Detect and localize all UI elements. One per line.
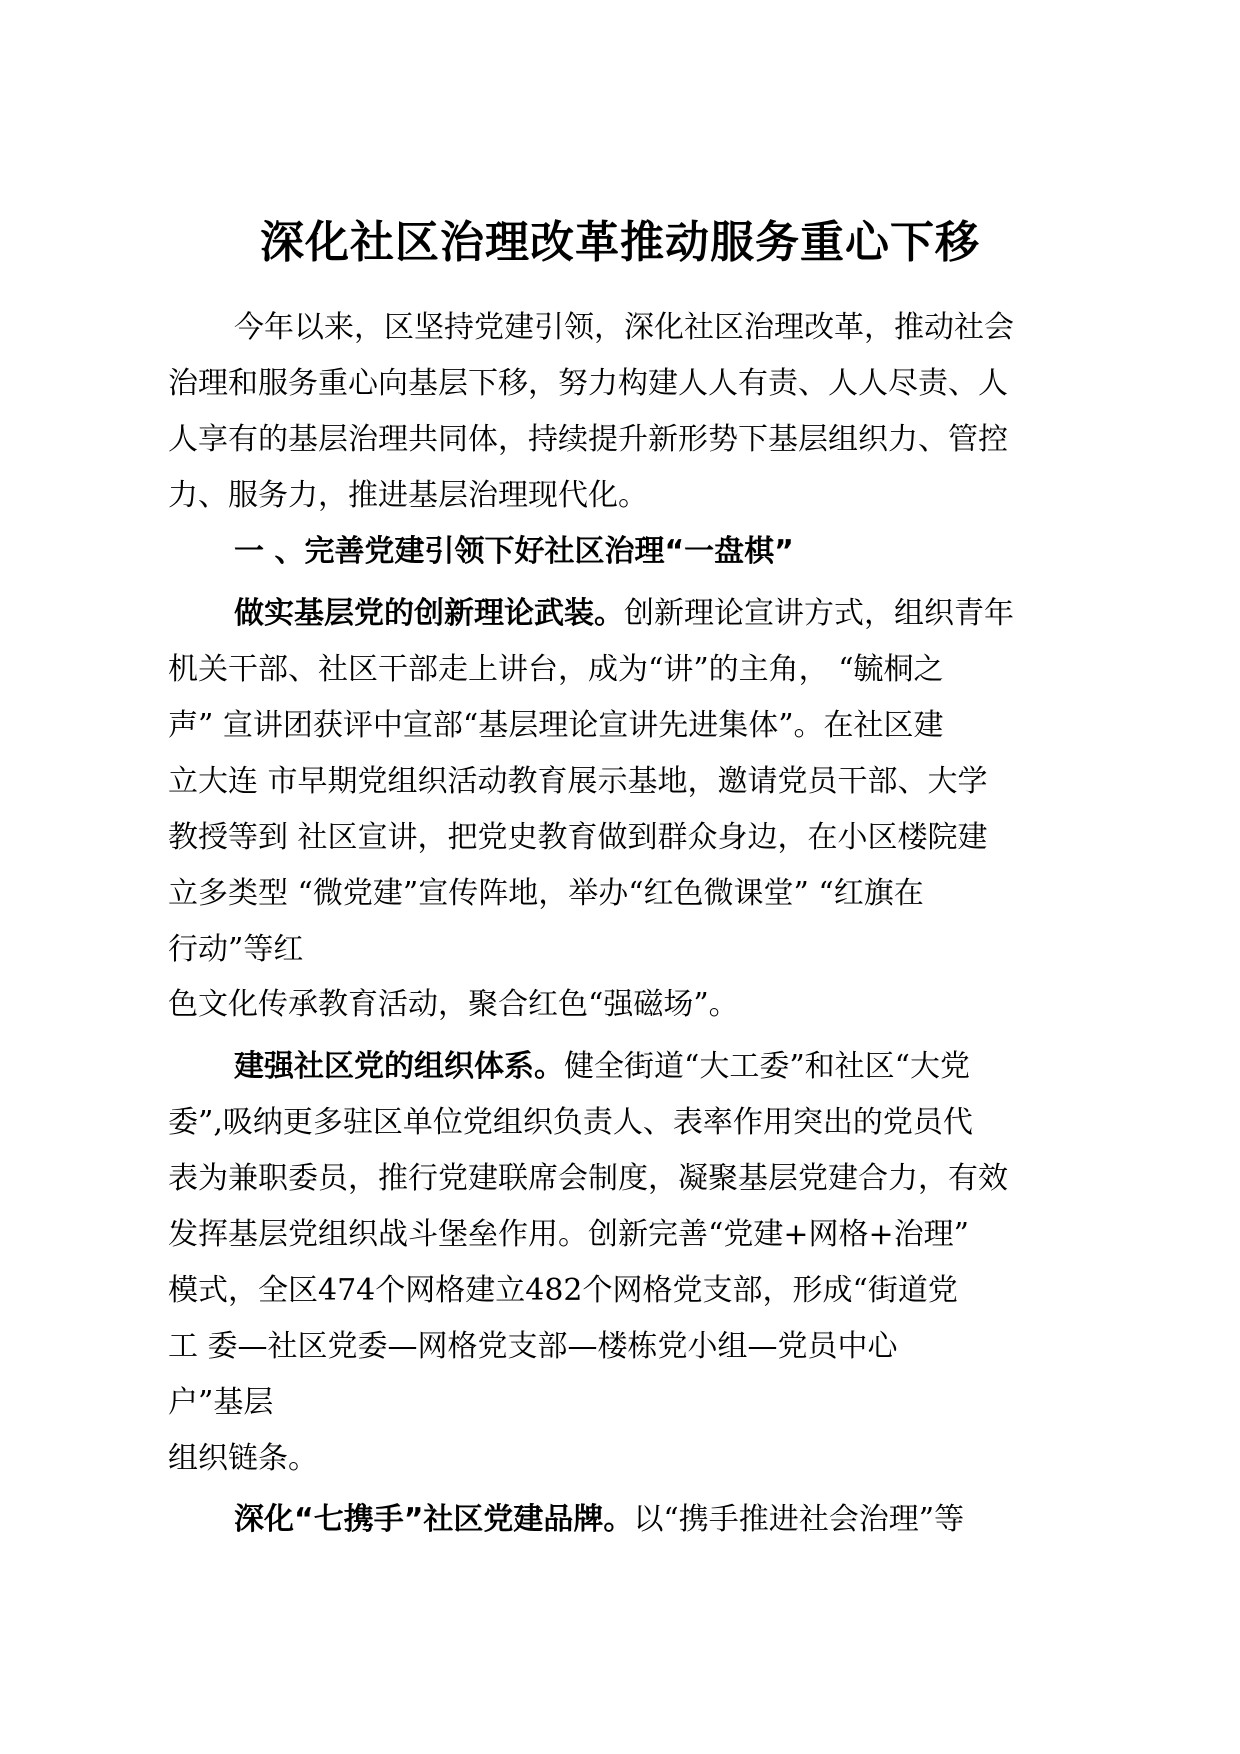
intro-line: 治理和服务重心向基层下移，努力构建人人有责、人人尽责、人 [168, 366, 1008, 401]
intro-line: 人享有的基层治理共同体，持续提升新形势下基层组织力、管控 [168, 422, 1008, 457]
paragraph-line: 户”基层 [168, 1385, 274, 1420]
paragraph-line: 工 委—社区党委—网格党支部—楼栋党小组—党员中心 [168, 1329, 898, 1364]
paragraph-line: 发挥基层党组织战斗堡垒作用。创新完善“党建+网格+治理” [168, 1217, 969, 1252]
paragraph-line: 委”,吸纳更多驻区单位党组织负责人、表率作用突出的党员代 [168, 1105, 973, 1140]
paragraph-line: 教授等到 社区宣讲，把党史教育做到群众身边，在小区楼院建 [168, 820, 988, 855]
paragraph-lead: 深化“七携手”社区党建品牌。 [234, 1502, 634, 1537]
paragraph-line: 表为兼职委员，推行党建联席会制度，凝聚基层党建合力，有效 [168, 1161, 1008, 1196]
paragraph-lead: 做实基层党的创新理论武装。 [234, 596, 624, 631]
paragraph-line: 色文化传承教育活动，聚合红色“强磁场”。 [168, 987, 739, 1022]
paragraph-line: 机关干部、社区干部走上讲台，成为“讲”的主角， “毓桐之 [168, 652, 944, 687]
section-heading: 一 、完善党建引领下好社区治理“一盘棋” [234, 534, 794, 569]
paragraph-text: 以“携手推进社会治理”等 [633, 1502, 965, 1537]
paragraph-text: 创新理论宣讲方式，组织青年 [624, 596, 1014, 631]
paragraph-line: 立多类型 “微党建”宣传阵地，举办“红色微课堂” “红旗在 [168, 876, 924, 911]
document-title: 深化社区治理改革推动服务重心下移 [260, 217, 980, 268]
paragraph-text: 健全街道“大工委”和社区“大党 [564, 1049, 971, 1084]
paragraph-line: 声” 宣讲团获评中宣部“基层理论宣讲先进集体”。在社区建 [168, 708, 944, 743]
paragraph-line: 组织链条。 [168, 1441, 318, 1476]
paragraph-line: 模式，全区474个网格建立482个网格党支部，形成“街道党 [168, 1273, 958, 1308]
paragraph-line [234, 1047, 970, 1087]
paragraph-line [234, 1500, 964, 1540]
paragraph-line [234, 594, 1014, 634]
paragraph-line: 立大连 市早期党组织活动教育展示基地，邀请党员干部、大学 [168, 764, 988, 799]
paragraph-line: 行动”等红 [168, 932, 304, 967]
paragraph-lead: 建强社区党的组织体系。 [234, 1049, 564, 1084]
intro-line: 今年以来，区坚持党建引领，深化社区治理改革，推动社会 [234, 310, 1014, 345]
intro-line: 力、服务力，推进基层治理现代化。 [168, 478, 648, 513]
